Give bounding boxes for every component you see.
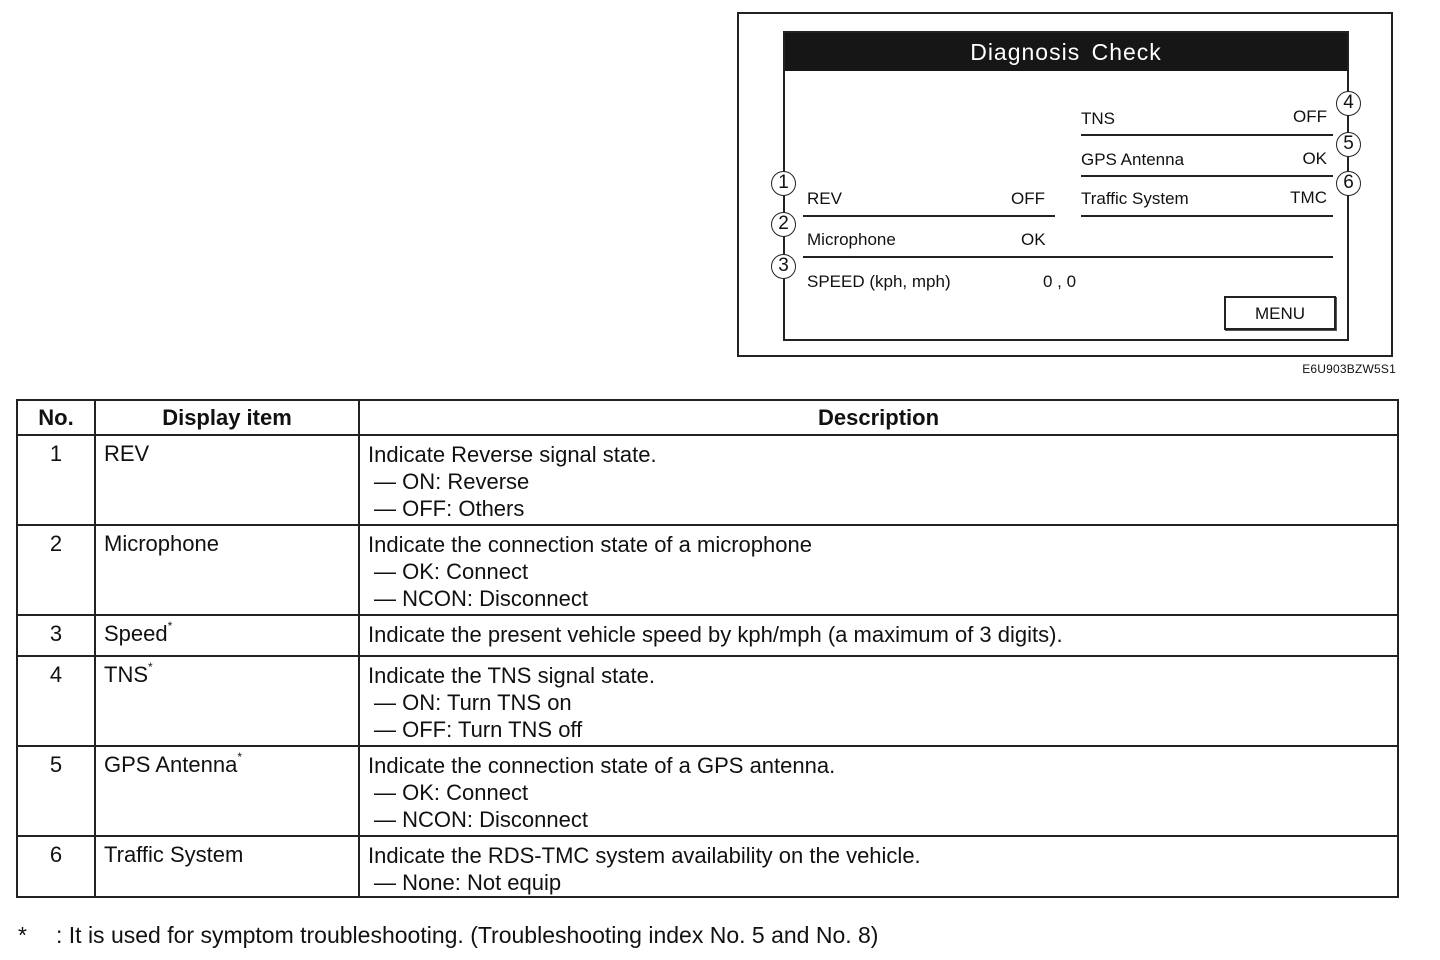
row-no: 5 <box>17 746 95 836</box>
description-text: Indicate the connection state of a GPS antenna. <box>368 753 836 778</box>
asterisk-mark: * <box>167 619 173 633</box>
table-row <box>17 746 1398 836</box>
row-item <box>95 525 359 615</box>
tns-value: OFF <box>1293 107 1327 126</box>
row-item <box>95 656 359 746</box>
display-item-table <box>16 399 1399 898</box>
row-item <box>95 746 359 836</box>
rev-underline <box>803 215 1055 217</box>
microphone-underline <box>803 256 1333 258</box>
description-option: — ON: Turn TNS on <box>368 689 1397 716</box>
row-description <box>359 525 1398 615</box>
traffic-system-label: Traffic System <box>1081 189 1189 208</box>
row-description <box>359 615 1398 656</box>
traffic-system-value: TMC <box>1290 188 1327 207</box>
footnote-asterisk: * <box>18 922 27 948</box>
screen-title: Diagnosis Check <box>785 33 1347 71</box>
item-label: Microphone <box>104 531 219 556</box>
item-label: Traffic System <box>104 842 244 867</box>
callout-6: 6 <box>1336 171 1361 196</box>
gps-antenna-underline <box>1081 175 1333 177</box>
description-option: — OK: Connect <box>368 558 1397 585</box>
header-description: Description <box>359 400 1398 435</box>
callout-2: 2 <box>771 212 796 237</box>
asterisk-mark: * <box>148 660 153 674</box>
rev-value: OFF <box>1011 189 1045 208</box>
diagnosis-screen <box>783 31 1349 341</box>
row-no: 1 <box>17 435 95 525</box>
header-display-item: Display item <box>95 400 359 435</box>
callout-5: 5 <box>1336 132 1361 157</box>
footnote <box>18 922 878 949</box>
row-description <box>359 746 1398 836</box>
row-description <box>359 656 1398 746</box>
gps-antenna-label: GPS Antenna <box>1081 150 1185 169</box>
row-no: 2 <box>17 525 95 615</box>
diagnosis-screen-figure <box>737 12 1393 357</box>
footnote-text: : It is used for symptom troubleshooting. (Troubleshooting index No. 5 and No. 8) <box>56 922 879 948</box>
gps-antenna-value: OK <box>1302 149 1327 168</box>
asterisk-mark: * <box>237 750 242 764</box>
description-option: — OFF: Others <box>368 495 1397 522</box>
row-description <box>359 836 1398 897</box>
rev-label: REV <box>807 189 842 208</box>
description-option: — OFF: Turn TNS off <box>368 716 1397 743</box>
row-item <box>95 435 359 525</box>
row-item <box>95 615 359 656</box>
item-label: REV <box>104 441 150 466</box>
item-label: Speed <box>104 621 168 646</box>
table-header-row <box>17 400 1398 435</box>
description-option: — NCON: Disconnect <box>368 806 1397 833</box>
figure-code: E6U903BZW5S1 <box>1302 362 1396 376</box>
description-text: Indicate the RDS-TMC system availability on the vehicle. <box>368 843 921 868</box>
header-no: No. <box>17 400 95 435</box>
traffic-system-underline <box>1081 215 1333 217</box>
microphone-label: Microphone <box>807 230 896 249</box>
callout-1: 1 <box>771 171 796 196</box>
description-option: — OK: Connect <box>368 779 1397 806</box>
table-row <box>17 435 1398 525</box>
description-text: Indicate Reverse signal state. <box>368 442 657 467</box>
description-option: — None: Not equip <box>368 869 1397 896</box>
callout-3: 3 <box>771 254 796 279</box>
row-no: 6 <box>17 836 95 897</box>
row-no: 4 <box>17 656 95 746</box>
row-item <box>95 836 359 897</box>
callout-4: 4 <box>1336 91 1361 116</box>
table-row <box>17 836 1398 897</box>
speed-label: SPEED (kph, mph) <box>807 272 951 291</box>
tns-label: TNS <box>1081 109 1115 128</box>
tns-underline <box>1081 134 1333 136</box>
speed-value: 0 , 0 <box>1043 272 1077 291</box>
microphone-value: OK <box>1021 230 1046 249</box>
description-option: — ON: Reverse <box>368 468 1397 495</box>
table-row <box>17 656 1398 746</box>
row-no: 3 <box>17 615 95 656</box>
item-label: GPS Antenna <box>104 752 238 777</box>
description-option: — NCON: Disconnect <box>368 585 1397 612</box>
table-row <box>17 615 1398 656</box>
row-description <box>359 435 1398 525</box>
item-label: TNS <box>104 662 148 687</box>
table-row <box>17 525 1398 615</box>
menu-button[interactable]: MENU <box>1224 296 1336 330</box>
description-text: Indicate the present vehicle speed by kph/mph (a maximum of 3 digits). <box>368 622 1063 647</box>
description-text: Indicate the TNS signal state. <box>368 663 655 688</box>
description-text: Indicate the connection state of a microphone <box>368 532 812 557</box>
